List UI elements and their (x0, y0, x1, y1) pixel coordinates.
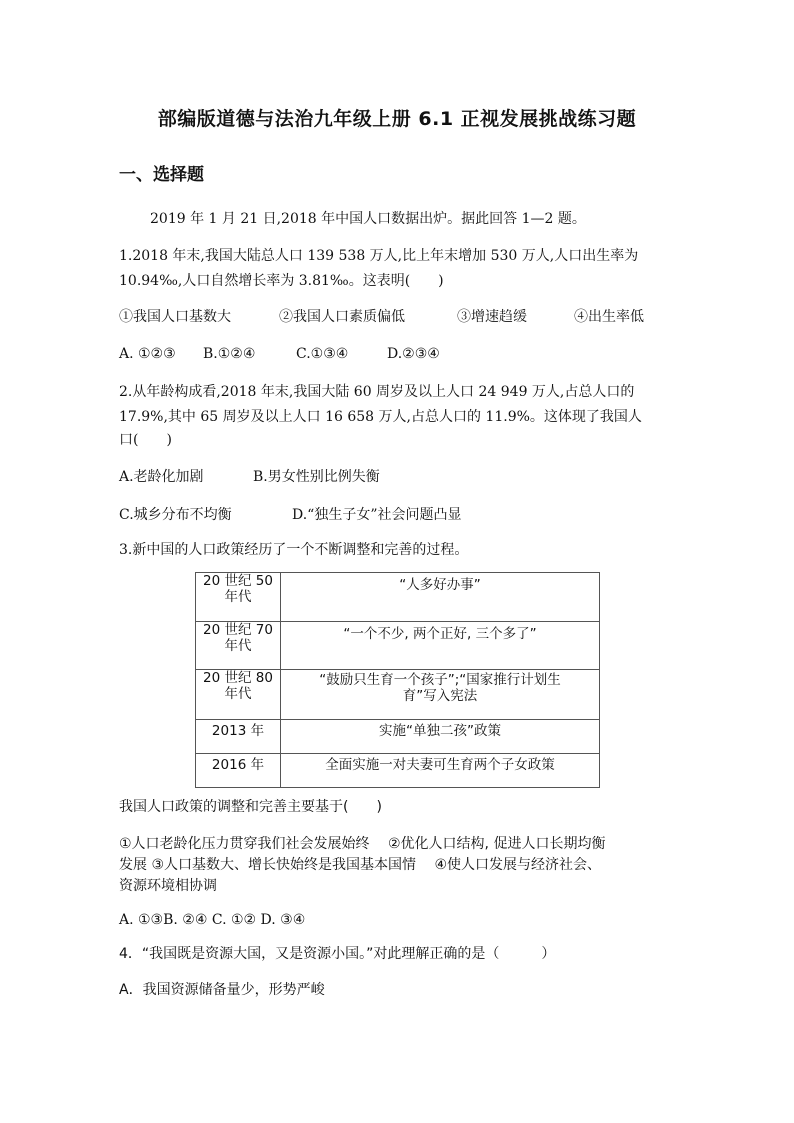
table-cell-policy: “人多好办事” (281, 573, 600, 622)
table-row (196, 754, 600, 788)
table-row (196, 670, 600, 720)
population-policy-table (195, 572, 600, 788)
q1-stem-line1: 1.2018 年末,我国大陆总人口 139 538 万人,比上年末增加 530 万人,人口出生率为 (119, 248, 639, 264)
table-cell-year: 20 世纪 70 年代 (196, 622, 281, 670)
q2-options-row2 (119, 506, 462, 524)
q2-options-row1 (119, 468, 380, 486)
q4-option-a: A．我国资源储备量少，形势严峻 (119, 982, 325, 998)
q2-stem-line2: 17.9%,其中 65 周岁及以上人口 16 658 万人,占总人口的 11.9%。这体现了我国人 (119, 409, 642, 425)
q2-option-a: A.老龄化加剧 (119, 469, 204, 485)
q3-options: A. ①③B. ②④ C. ①② D. ③④ (119, 912, 306, 928)
q1-statement-4: ④出生率低 (574, 309, 644, 325)
table-cell-policy: “一个不少, 两个正好, 三个多了” (281, 622, 600, 670)
table-cell-policy: “鼓励只生育一个孩子”;“国家推行计划生 育”写入宪法 (281, 670, 600, 720)
table-cell-year: 20 世纪 50 年代 (196, 573, 281, 622)
q1-statement-1: ①我国人口基数大 (119, 309, 231, 325)
q1-option-a: A. ①②③ (119, 346, 176, 362)
table-cell-policy: 全面实施一对夫妻可生育两个子女政策 (281, 754, 600, 788)
q1-option-d: D.②③④ (387, 346, 440, 362)
table-row (196, 720, 600, 754)
table-cell-policy: 实施“单独二孩”政策 (281, 720, 600, 754)
q1-option-b: B.①②④ (203, 346, 256, 362)
q4-stem: 4．“我国既是资源大国，又是资源小国。”对此理解正确的是（ ） (119, 946, 556, 962)
intro-text: 2019 年 1 月 21 日,2018 年中国人口数据出炉。据此回答 1—2 题。 (150, 211, 586, 227)
q2-option-b: B.男女性别比例失衡 (253, 469, 380, 485)
page-title: 部编版道德与法治九年级上册 6.1 正视发展挑战练习题 (157, 108, 637, 130)
q1-statement-2: ②我国人口素质偏低 (279, 309, 405, 325)
q3-statements-line1: ①人口老龄化压力贯穿我们社会发展始终 ②优化人口结构, 促进人口长期均衡 (119, 836, 606, 852)
q2-option-d: D.“独生子女”社会问题凸显 (292, 507, 462, 523)
table-cell-year: 2013 年 (196, 720, 281, 754)
table-row (196, 573, 600, 622)
q2-stem-line1: 2.从年龄构成看,2018 年末,我国大陆 60 周岁及以上人口 24 949 万人,占总人口的 (119, 384, 635, 400)
q1-stem-line2: 10.94‰,人口自然增长率为 3.81‰。这表明( ) (119, 273, 444, 289)
q3-statements-line3: 资源环境相协调 (119, 878, 217, 894)
table-row (196, 622, 600, 670)
table-cell-year: 2016 年 (196, 754, 281, 788)
q1-option-c: C.①③④ (296, 346, 349, 362)
q3-stem: 3.新中国的人口政策经历了一个不断调整和完善的过程。 (119, 542, 469, 558)
q2-option-c: C.城乡分布不均衡 (119, 507, 232, 523)
q3-statements-line2: 发展 ③人口基数大、增长快始终是我国基本国情 ④使人口发展与经济社会、 (119, 857, 601, 873)
q1-statements (119, 308, 644, 326)
q1-options (119, 345, 440, 363)
q3-question: 我国人口政策的调整和完善主要基于( ) (119, 799, 382, 815)
table-cell-year: 20 世纪 80 年代 (196, 670, 281, 720)
section-heading: 一、选择题 (119, 165, 204, 185)
q1-statement-3: ③增速趋缓 (457, 309, 527, 325)
q2-stem-line3: 口( ) (119, 432, 172, 448)
